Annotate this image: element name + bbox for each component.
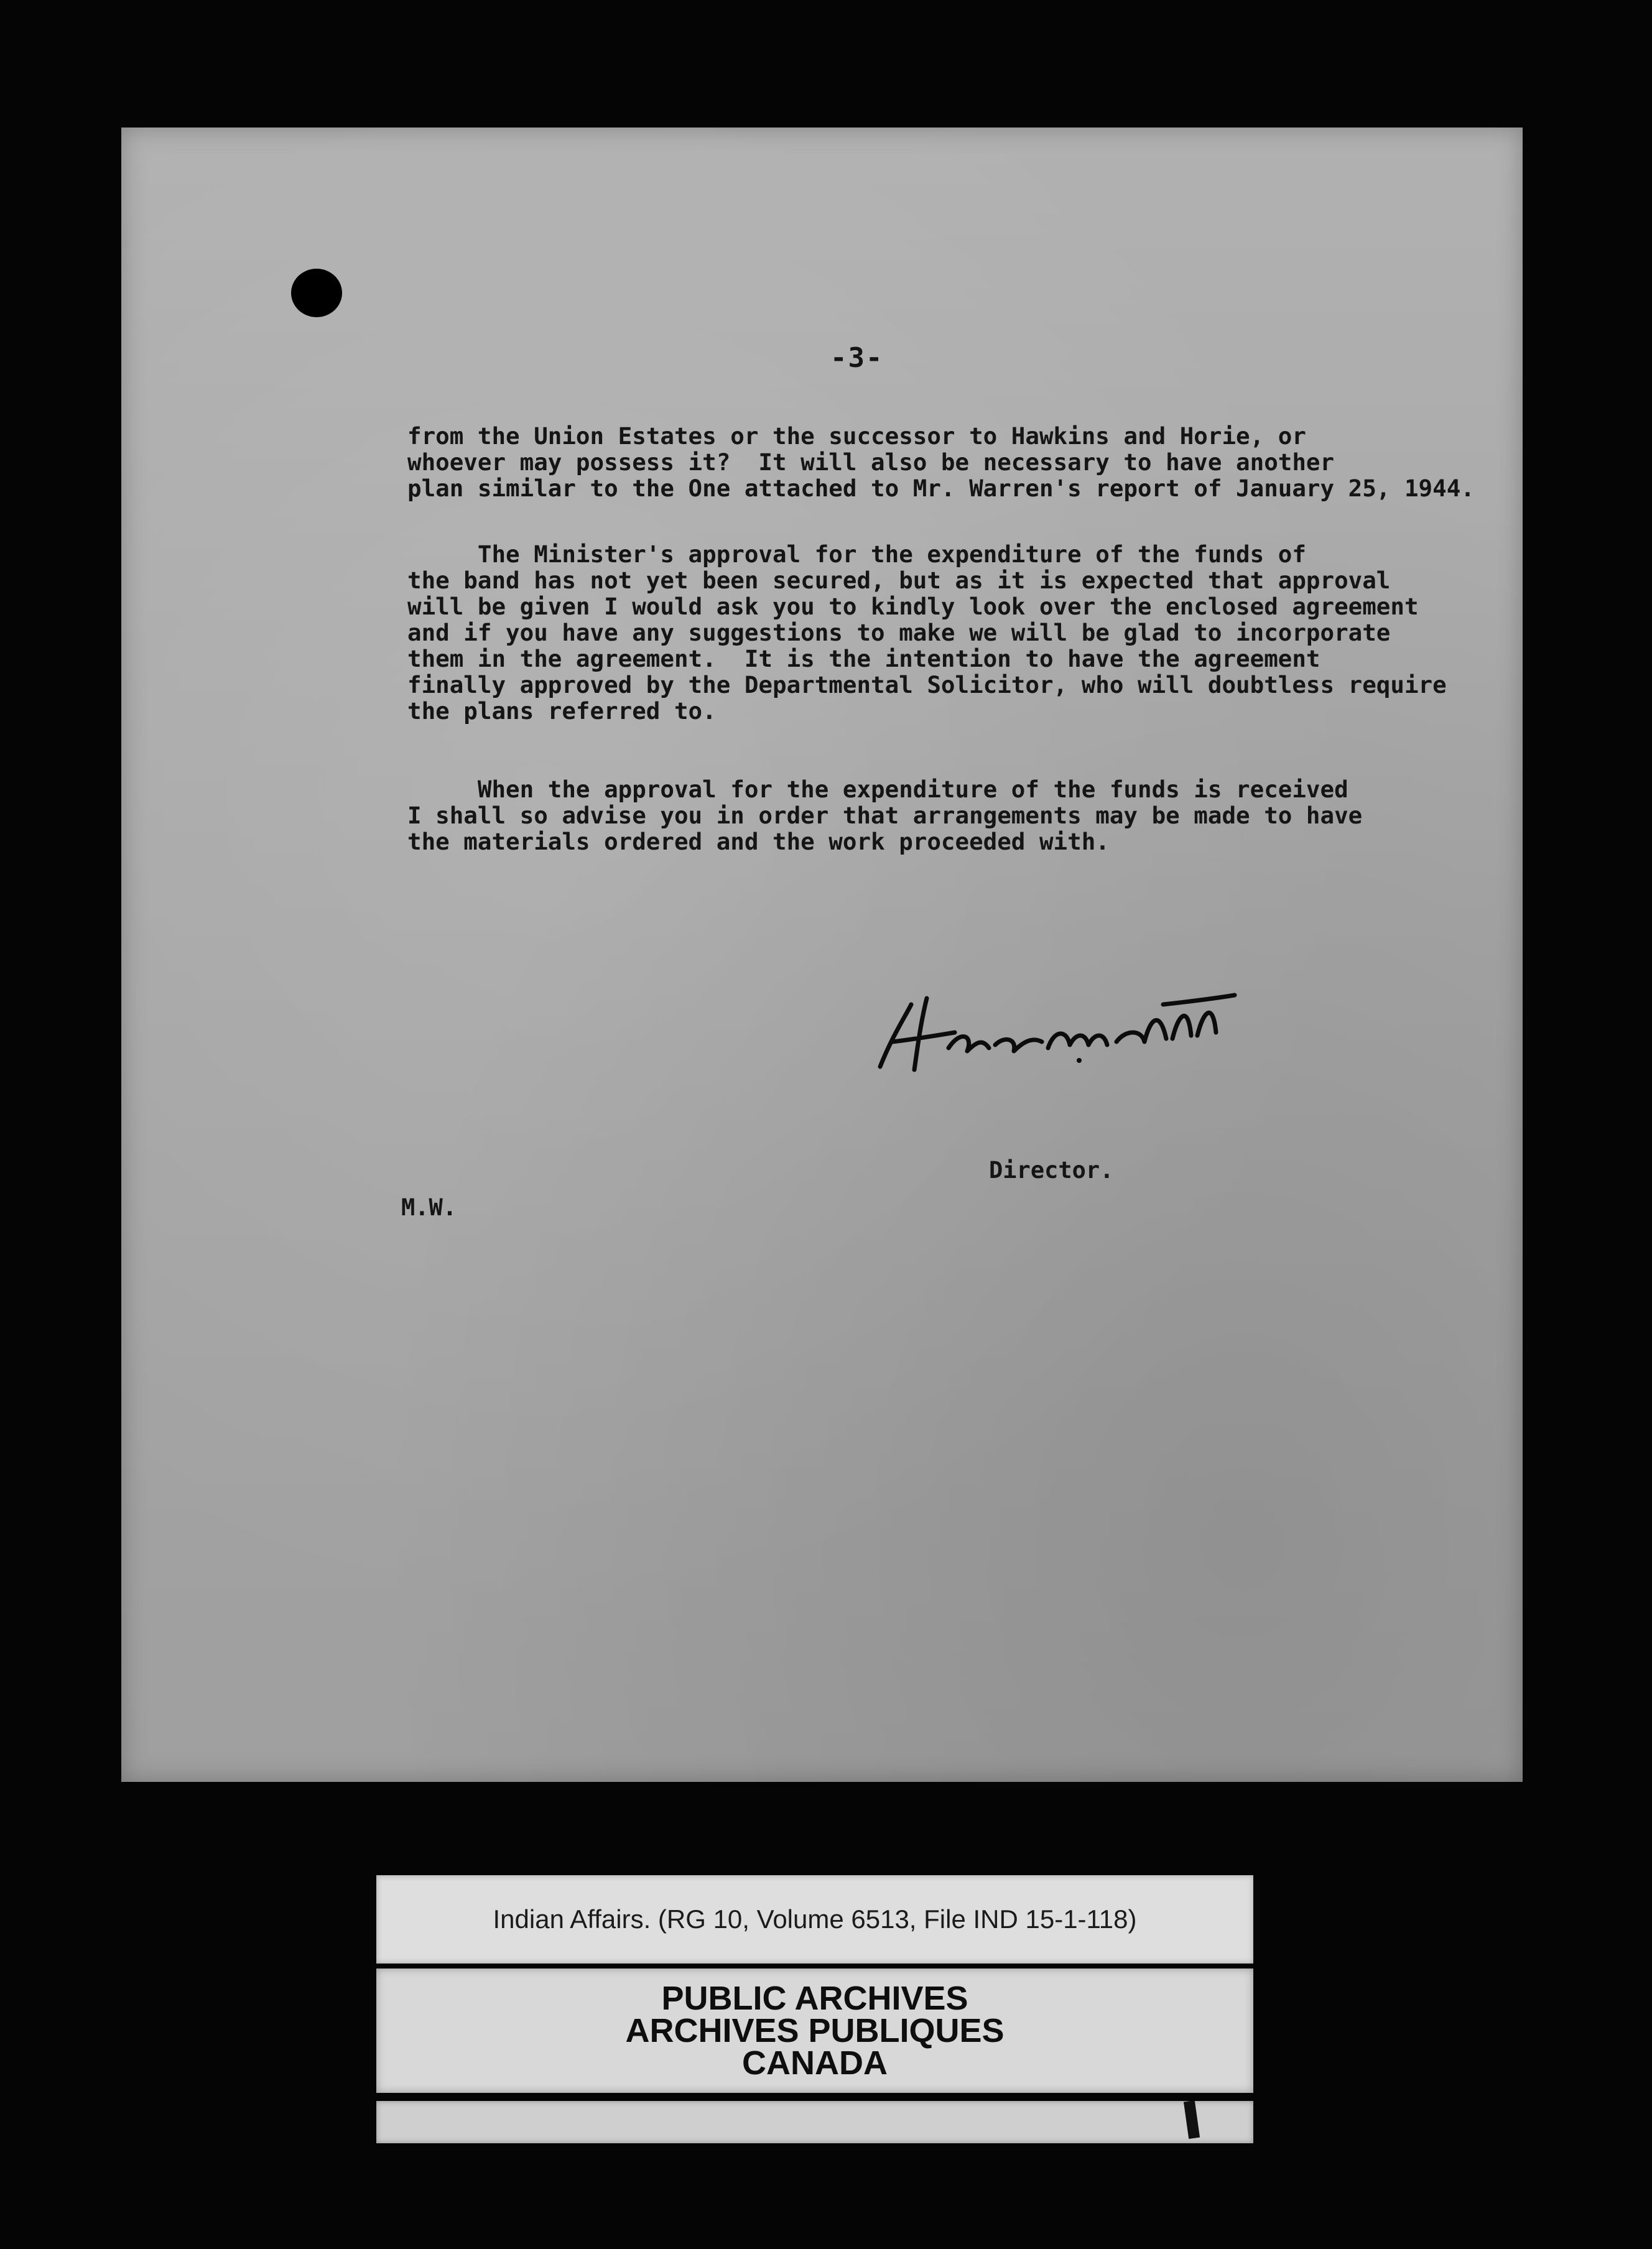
- text-line: will be given I would ask you to kindly look over the enclosed agreement: [407, 593, 1419, 620]
- text-line: The Minister's approval for the expenditure of the funds of: [407, 540, 1306, 568]
- text-line: finally approved by the Departmental Solicitor, who will doubtless require: [407, 671, 1447, 698]
- paragraph-2: [407, 541, 1521, 724]
- text-line: and if you have any suggestions to make we will be glad to incorporate: [407, 619, 1391, 646]
- stamp-line: CANADA: [742, 2044, 888, 2082]
- archive-reference: Indian Affairs. (RG 10, Volume 6513, File IND 15-1-118): [493, 1904, 1137, 1934]
- text-line: When the approval for the expenditure of the funds is received: [407, 776, 1348, 803]
- pen-mark: [1184, 2100, 1200, 2139]
- text-line: plan similar to the One attached to Mr. Warren's report of January 25, 1944.: [407, 475, 1475, 502]
- paragraph-3: [407, 776, 1521, 855]
- stamp-line: PUBLIC ARCHIVES: [661, 1980, 968, 2017]
- text-line: the plans referred to.: [407, 697, 717, 725]
- paragraph-1: [407, 423, 1521, 501]
- text-line: them in the agreement. It is the intention to have the agreement: [407, 645, 1320, 672]
- text-line: the band has not yet been secured, but as it is expected that approval: [407, 567, 1391, 594]
- archive-stamp-base: [376, 2101, 1253, 2143]
- text-line: from the Union Estates or the successor to Hawkins and Horie, or: [407, 422, 1306, 450]
- signatory-title: Director.: [989, 1157, 1114, 1184]
- text-line: I shall so advise you in order that arrangements may be made to have: [407, 802, 1363, 829]
- text-line: whoever may possess it? It will also be necessary to have another: [407, 448, 1335, 476]
- page-number: -3-: [830, 342, 884, 374]
- stamp-line: ARCHIVES PUBLIQUES: [625, 2012, 1005, 2049]
- punch-hole: [291, 269, 342, 317]
- archive-reference-strip: [376, 1875, 1253, 1964]
- text-line: the materials ordered and the work proceeded with.: [407, 828, 1110, 855]
- letter-page: [121, 128, 1523, 1782]
- handwritten-signature: [868, 980, 1241, 1079]
- typist-initials: M.W.: [401, 1194, 457, 1221]
- archive-stamp: [376, 1968, 1253, 2093]
